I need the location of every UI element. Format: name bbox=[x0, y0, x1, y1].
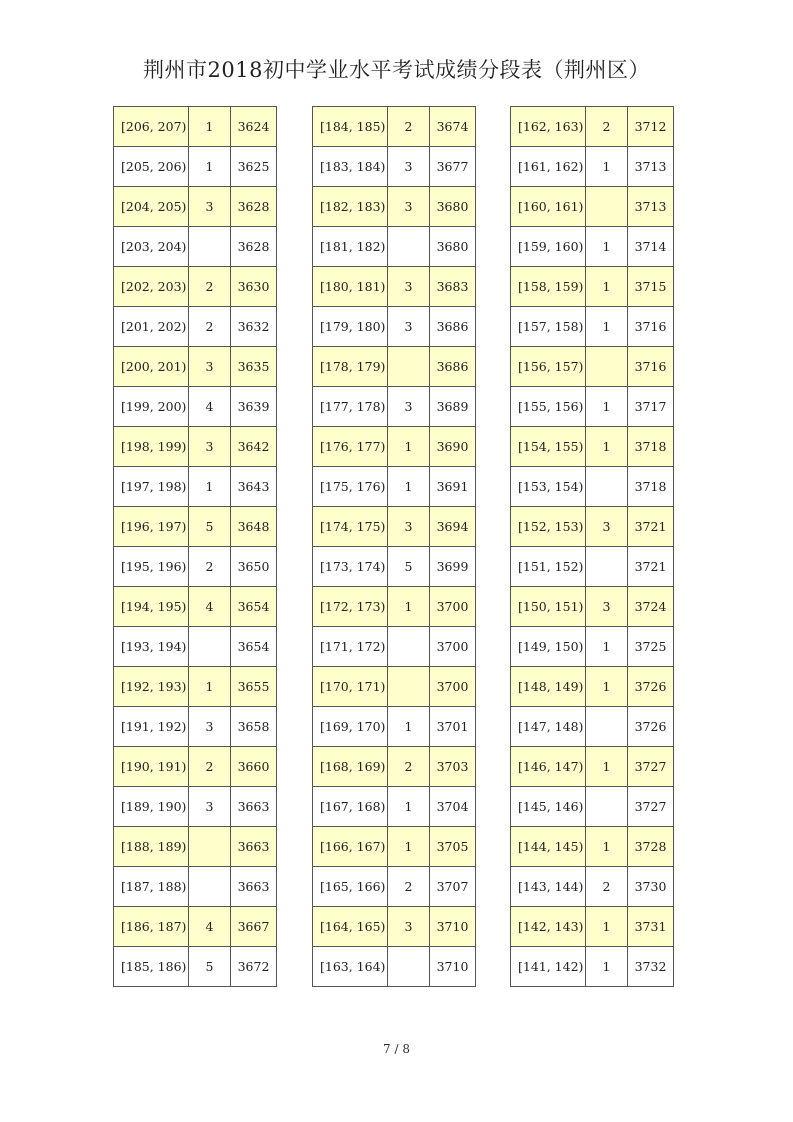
table-row bbox=[114, 387, 277, 427]
table-row bbox=[114, 947, 277, 987]
count-cell: 3 bbox=[189, 347, 231, 387]
table-row bbox=[313, 667, 476, 707]
cumulative-cell: 3713 bbox=[628, 187, 674, 227]
score-range-cell: [196, 197) bbox=[114, 507, 189, 547]
table-row bbox=[114, 347, 277, 387]
cumulative-cell: 3632 bbox=[231, 307, 277, 347]
cumulative-cell: 3712 bbox=[628, 107, 674, 147]
count-cell: 1 bbox=[586, 147, 628, 187]
table-row bbox=[511, 347, 674, 387]
score-range-cell: [141, 142) bbox=[511, 947, 586, 987]
score-range-cell: [150, 151) bbox=[511, 587, 586, 627]
score-range-cell: [165, 166) bbox=[313, 867, 388, 907]
score-range-cell: [186, 187) bbox=[114, 907, 189, 947]
score-range-cell: [148, 149) bbox=[511, 667, 586, 707]
cumulative-cell: 3728 bbox=[628, 827, 674, 867]
score-range-cell: [194, 195) bbox=[114, 587, 189, 627]
cumulative-cell: 3690 bbox=[430, 427, 476, 467]
count-cell: 2 bbox=[189, 307, 231, 347]
table-row bbox=[511, 107, 674, 147]
table-row bbox=[114, 267, 277, 307]
score-range-cell: [197, 198) bbox=[114, 467, 189, 507]
table-row bbox=[511, 747, 674, 787]
score-range-cell: [170, 171) bbox=[313, 667, 388, 707]
count-cell: 5 bbox=[388, 547, 430, 587]
table-row bbox=[511, 187, 674, 227]
count-cell: 3 bbox=[189, 427, 231, 467]
cumulative-cell: 3727 bbox=[628, 747, 674, 787]
score-range-cell: [158, 159) bbox=[511, 267, 586, 307]
table-row bbox=[114, 147, 277, 187]
score-range-cell: [178, 179) bbox=[313, 347, 388, 387]
table-row bbox=[511, 947, 674, 987]
cumulative-cell: 3655 bbox=[231, 667, 277, 707]
count-cell: 1 bbox=[388, 707, 430, 747]
cumulative-cell: 3630 bbox=[231, 267, 277, 307]
count-cell: 1 bbox=[586, 267, 628, 307]
cumulative-cell: 3718 bbox=[628, 467, 674, 507]
count-cell: 2 bbox=[388, 107, 430, 147]
count-cell: 1 bbox=[586, 627, 628, 667]
table-row bbox=[114, 107, 277, 147]
cumulative-cell: 3672 bbox=[231, 947, 277, 987]
count-cell: 2 bbox=[586, 107, 628, 147]
count-cell bbox=[388, 947, 430, 987]
table-row bbox=[511, 147, 674, 187]
table-row bbox=[511, 547, 674, 587]
cumulative-cell: 3730 bbox=[628, 867, 674, 907]
cumulative-cell: 3624 bbox=[231, 107, 277, 147]
table-row bbox=[114, 707, 277, 747]
cumulative-cell: 3701 bbox=[430, 707, 476, 747]
count-cell: 5 bbox=[189, 507, 231, 547]
count-cell: 1 bbox=[388, 467, 430, 507]
count-cell bbox=[189, 227, 231, 267]
score-range-cell: [169, 170) bbox=[313, 707, 388, 747]
table-row bbox=[511, 627, 674, 667]
score-range-cell: [200, 201) bbox=[114, 347, 189, 387]
cumulative-cell: 3700 bbox=[430, 587, 476, 627]
table-row bbox=[313, 227, 476, 267]
table-row bbox=[313, 707, 476, 747]
cumulative-cell: 3686 bbox=[430, 307, 476, 347]
table-row bbox=[511, 267, 674, 307]
count-cell: 1 bbox=[586, 947, 628, 987]
score-range-cell: [184, 185) bbox=[313, 107, 388, 147]
table-row bbox=[511, 667, 674, 707]
cumulative-cell: 3705 bbox=[430, 827, 476, 867]
score-range-cell: [199, 200) bbox=[114, 387, 189, 427]
count-cell: 2 bbox=[189, 747, 231, 787]
cumulative-cell: 3710 bbox=[430, 907, 476, 947]
count-cell bbox=[189, 867, 231, 907]
table-row bbox=[114, 667, 277, 707]
count-cell: 4 bbox=[189, 587, 231, 627]
cumulative-cell: 3680 bbox=[430, 227, 476, 267]
count-cell bbox=[586, 467, 628, 507]
table-row bbox=[511, 307, 674, 347]
table-row bbox=[114, 907, 277, 947]
cumulative-cell: 3713 bbox=[628, 147, 674, 187]
table-row bbox=[511, 507, 674, 547]
table-row bbox=[313, 947, 476, 987]
cumulative-cell: 3714 bbox=[628, 227, 674, 267]
score-range-cell: [206, 207) bbox=[114, 107, 189, 147]
count-cell: 1 bbox=[586, 827, 628, 867]
count-cell: 1 bbox=[189, 147, 231, 187]
score-range-cell: [177, 178) bbox=[313, 387, 388, 427]
cumulative-cell: 3726 bbox=[628, 707, 674, 747]
cumulative-cell: 3650 bbox=[231, 547, 277, 587]
score-range-cell: [151, 152) bbox=[511, 547, 586, 587]
table-row bbox=[313, 627, 476, 667]
score-range-cell: [202, 203) bbox=[114, 267, 189, 307]
score-range-cell: [193, 194) bbox=[114, 627, 189, 667]
count-cell bbox=[388, 627, 430, 667]
cumulative-cell: 3663 bbox=[231, 787, 277, 827]
table-row bbox=[511, 787, 674, 827]
score-range-cell: [201, 202) bbox=[114, 307, 189, 347]
score-range-cell: [174, 175) bbox=[313, 507, 388, 547]
table-row bbox=[114, 787, 277, 827]
score-range-cell: [179, 180) bbox=[313, 307, 388, 347]
score-range-cell: [161, 162) bbox=[511, 147, 586, 187]
score-range-cell: [156, 157) bbox=[511, 347, 586, 387]
score-range-cell: [190, 191) bbox=[114, 747, 189, 787]
table-row bbox=[114, 547, 277, 587]
score-range-cell: [203, 204) bbox=[114, 227, 189, 267]
cumulative-cell: 3654 bbox=[231, 587, 277, 627]
score-range-cell: [160, 161) bbox=[511, 187, 586, 227]
count-cell: 1 bbox=[586, 907, 628, 947]
count-cell: 1 bbox=[388, 787, 430, 827]
count-cell: 3 bbox=[388, 187, 430, 227]
cumulative-cell: 3628 bbox=[231, 187, 277, 227]
score-range-cell: [173, 174) bbox=[313, 547, 388, 587]
cumulative-cell: 3710 bbox=[430, 947, 476, 987]
cumulative-cell: 3707 bbox=[430, 867, 476, 907]
table-row bbox=[313, 347, 476, 387]
cumulative-cell: 3625 bbox=[231, 147, 277, 187]
cumulative-cell: 3694 bbox=[430, 507, 476, 547]
table-row bbox=[511, 827, 674, 867]
table-row bbox=[114, 427, 277, 467]
count-cell: 1 bbox=[586, 747, 628, 787]
score-range-cell: [162, 163) bbox=[511, 107, 586, 147]
count-cell: 3 bbox=[388, 507, 430, 547]
cumulative-cell: 3643 bbox=[231, 467, 277, 507]
count-cell: 5 bbox=[189, 947, 231, 987]
table-row bbox=[313, 467, 476, 507]
score-range-cell: [205, 206) bbox=[114, 147, 189, 187]
table-row bbox=[511, 587, 674, 627]
score-range-cell: [143, 144) bbox=[511, 867, 586, 907]
score-range-cell: [195, 196) bbox=[114, 547, 189, 587]
score-range-cell: [181, 182) bbox=[313, 227, 388, 267]
cumulative-cell: 3639 bbox=[231, 387, 277, 427]
cumulative-cell: 3677 bbox=[430, 147, 476, 187]
table-row bbox=[313, 787, 476, 827]
score-range-cell: [153, 154) bbox=[511, 467, 586, 507]
count-cell bbox=[586, 187, 628, 227]
table-row bbox=[511, 467, 674, 507]
score-range-cell: [185, 186) bbox=[114, 947, 189, 987]
score-range-cell: [167, 168) bbox=[313, 787, 388, 827]
page-number: 7 / 8 bbox=[383, 1042, 410, 1056]
count-cell: 3 bbox=[388, 307, 430, 347]
score-table-2 bbox=[312, 106, 476, 987]
count-cell bbox=[586, 347, 628, 387]
count-cell: 2 bbox=[586, 867, 628, 907]
score-table-1 bbox=[113, 106, 277, 987]
score-range-cell: [180, 181) bbox=[313, 267, 388, 307]
score-range-cell: [171, 172) bbox=[313, 627, 388, 667]
count-cell: 3 bbox=[189, 707, 231, 747]
count-cell: 1 bbox=[586, 387, 628, 427]
table-row bbox=[313, 867, 476, 907]
score-range-cell: [191, 192) bbox=[114, 707, 189, 747]
count-cell: 3 bbox=[388, 147, 430, 187]
score-range-cell: [149, 150) bbox=[511, 627, 586, 667]
count-cell: 1 bbox=[586, 667, 628, 707]
cumulative-cell: 3721 bbox=[628, 547, 674, 587]
score-range-cell: [176, 177) bbox=[313, 427, 388, 467]
table-row bbox=[313, 107, 476, 147]
table-row bbox=[313, 307, 476, 347]
count-cell: 3 bbox=[388, 267, 430, 307]
count-cell bbox=[586, 547, 628, 587]
count-cell bbox=[388, 347, 430, 387]
table-row bbox=[313, 187, 476, 227]
cumulative-cell: 3715 bbox=[628, 267, 674, 307]
table-row bbox=[114, 507, 277, 547]
score-range-cell: [168, 169) bbox=[313, 747, 388, 787]
table-row bbox=[114, 747, 277, 787]
score-range-cell: [142, 143) bbox=[511, 907, 586, 947]
count-cell: 1 bbox=[189, 467, 231, 507]
score-range-cell: [155, 156) bbox=[511, 387, 586, 427]
table-row bbox=[511, 907, 674, 947]
cumulative-cell: 3727 bbox=[628, 787, 674, 827]
cumulative-cell: 3654 bbox=[231, 627, 277, 667]
table-row bbox=[511, 427, 674, 467]
cumulative-cell: 3691 bbox=[430, 467, 476, 507]
cumulative-cell: 3721 bbox=[628, 507, 674, 547]
count-cell: 2 bbox=[189, 547, 231, 587]
score-range-cell: [146, 147) bbox=[511, 747, 586, 787]
table-row bbox=[313, 507, 476, 547]
score-range-cell: [152, 153) bbox=[511, 507, 586, 547]
count-cell: 3 bbox=[388, 387, 430, 427]
count-cell: 2 bbox=[388, 867, 430, 907]
score-table-3 bbox=[510, 106, 674, 987]
cumulative-cell: 3663 bbox=[231, 827, 277, 867]
count-cell: 1 bbox=[189, 107, 231, 147]
count-cell bbox=[388, 667, 430, 707]
cumulative-cell: 3689 bbox=[430, 387, 476, 427]
score-range-cell: [188, 189) bbox=[114, 827, 189, 867]
cumulative-cell: 3628 bbox=[231, 227, 277, 267]
cumulative-cell: 3731 bbox=[628, 907, 674, 947]
count-cell: 3 bbox=[586, 507, 628, 547]
count-cell: 1 bbox=[586, 227, 628, 267]
cumulative-cell: 3732 bbox=[628, 947, 674, 987]
table-row bbox=[313, 827, 476, 867]
count-cell bbox=[388, 227, 430, 267]
table-row bbox=[114, 627, 277, 667]
cumulative-cell: 3717 bbox=[628, 387, 674, 427]
cumulative-cell: 3704 bbox=[430, 787, 476, 827]
table-row bbox=[511, 867, 674, 907]
cumulative-cell: 3674 bbox=[430, 107, 476, 147]
cumulative-cell: 3703 bbox=[430, 747, 476, 787]
count-cell bbox=[189, 827, 231, 867]
score-range-cell: [192, 193) bbox=[114, 667, 189, 707]
table-row bbox=[313, 587, 476, 627]
score-range-cell: [144, 145) bbox=[511, 827, 586, 867]
cumulative-cell: 3667 bbox=[231, 907, 277, 947]
table-row bbox=[114, 467, 277, 507]
score-range-cell: [182, 183) bbox=[313, 187, 388, 227]
table-row bbox=[313, 267, 476, 307]
score-range-cell: [163, 164) bbox=[313, 947, 388, 987]
cumulative-cell: 3725 bbox=[628, 627, 674, 667]
count-cell: 3 bbox=[388, 907, 430, 947]
count-cell: 3 bbox=[189, 187, 231, 227]
score-range-cell: [147, 148) bbox=[511, 707, 586, 747]
count-cell: 3 bbox=[586, 587, 628, 627]
score-range-cell: [172, 173) bbox=[313, 587, 388, 627]
cumulative-cell: 3716 bbox=[628, 347, 674, 387]
table-row bbox=[114, 587, 277, 627]
table-row bbox=[313, 547, 476, 587]
score-range-cell: [164, 165) bbox=[313, 907, 388, 947]
cumulative-cell: 3724 bbox=[628, 587, 674, 627]
table-row bbox=[511, 387, 674, 427]
score-range-cell: [175, 176) bbox=[313, 467, 388, 507]
count-cell: 1 bbox=[388, 587, 430, 627]
table-row bbox=[313, 387, 476, 427]
score-range-cell: [157, 158) bbox=[511, 307, 586, 347]
cumulative-cell: 3642 bbox=[231, 427, 277, 467]
table-row bbox=[313, 907, 476, 947]
count-cell: 2 bbox=[189, 267, 231, 307]
table-row bbox=[313, 747, 476, 787]
table-row bbox=[511, 227, 674, 267]
count-cell bbox=[586, 787, 628, 827]
cumulative-cell: 3700 bbox=[430, 667, 476, 707]
count-cell bbox=[189, 627, 231, 667]
count-cell: 1 bbox=[388, 427, 430, 467]
cumulative-cell: 3716 bbox=[628, 307, 674, 347]
table-row bbox=[114, 227, 277, 267]
table-row bbox=[114, 827, 277, 867]
score-range-cell: [166, 167) bbox=[313, 827, 388, 867]
score-range-cell: [183, 184) bbox=[313, 147, 388, 187]
score-range-cell: [187, 188) bbox=[114, 867, 189, 907]
score-range-cell: [204, 205) bbox=[114, 187, 189, 227]
cumulative-cell: 3658 bbox=[231, 707, 277, 747]
cumulative-cell: 3635 bbox=[231, 347, 277, 387]
score-range-cell: [198, 199) bbox=[114, 427, 189, 467]
cumulative-cell: 3700 bbox=[430, 627, 476, 667]
score-range-cell: [159, 160) bbox=[511, 227, 586, 267]
count-cell: 1 bbox=[388, 827, 430, 867]
count-cell: 1 bbox=[586, 427, 628, 467]
cumulative-cell: 3648 bbox=[231, 507, 277, 547]
score-range-cell: [154, 155) bbox=[511, 427, 586, 467]
score-range-cell: [145, 146) bbox=[511, 787, 586, 827]
table-row bbox=[511, 707, 674, 747]
cumulative-cell: 3680 bbox=[430, 187, 476, 227]
cumulative-cell: 3699 bbox=[430, 547, 476, 587]
table-row bbox=[114, 187, 277, 227]
cumulative-cell: 3660 bbox=[231, 747, 277, 787]
count-cell: 2 bbox=[388, 747, 430, 787]
table-row bbox=[313, 427, 476, 467]
count-cell bbox=[586, 707, 628, 747]
table-row bbox=[313, 147, 476, 187]
table-row bbox=[114, 867, 277, 907]
cumulative-cell: 3683 bbox=[430, 267, 476, 307]
count-cell: 1 bbox=[586, 307, 628, 347]
page-title: 荆州市2018初中学业水平考试成绩分段表（荆州区） bbox=[143, 58, 650, 82]
cumulative-cell: 3663 bbox=[231, 867, 277, 907]
table-row bbox=[114, 307, 277, 347]
cumulative-cell: 3686 bbox=[430, 347, 476, 387]
cumulative-cell: 3718 bbox=[628, 427, 674, 467]
cumulative-cell: 3726 bbox=[628, 667, 674, 707]
count-cell: 3 bbox=[189, 787, 231, 827]
count-cell: 4 bbox=[189, 907, 231, 947]
score-range-cell: [189, 190) bbox=[114, 787, 189, 827]
count-cell: 1 bbox=[189, 667, 231, 707]
count-cell: 4 bbox=[189, 387, 231, 427]
